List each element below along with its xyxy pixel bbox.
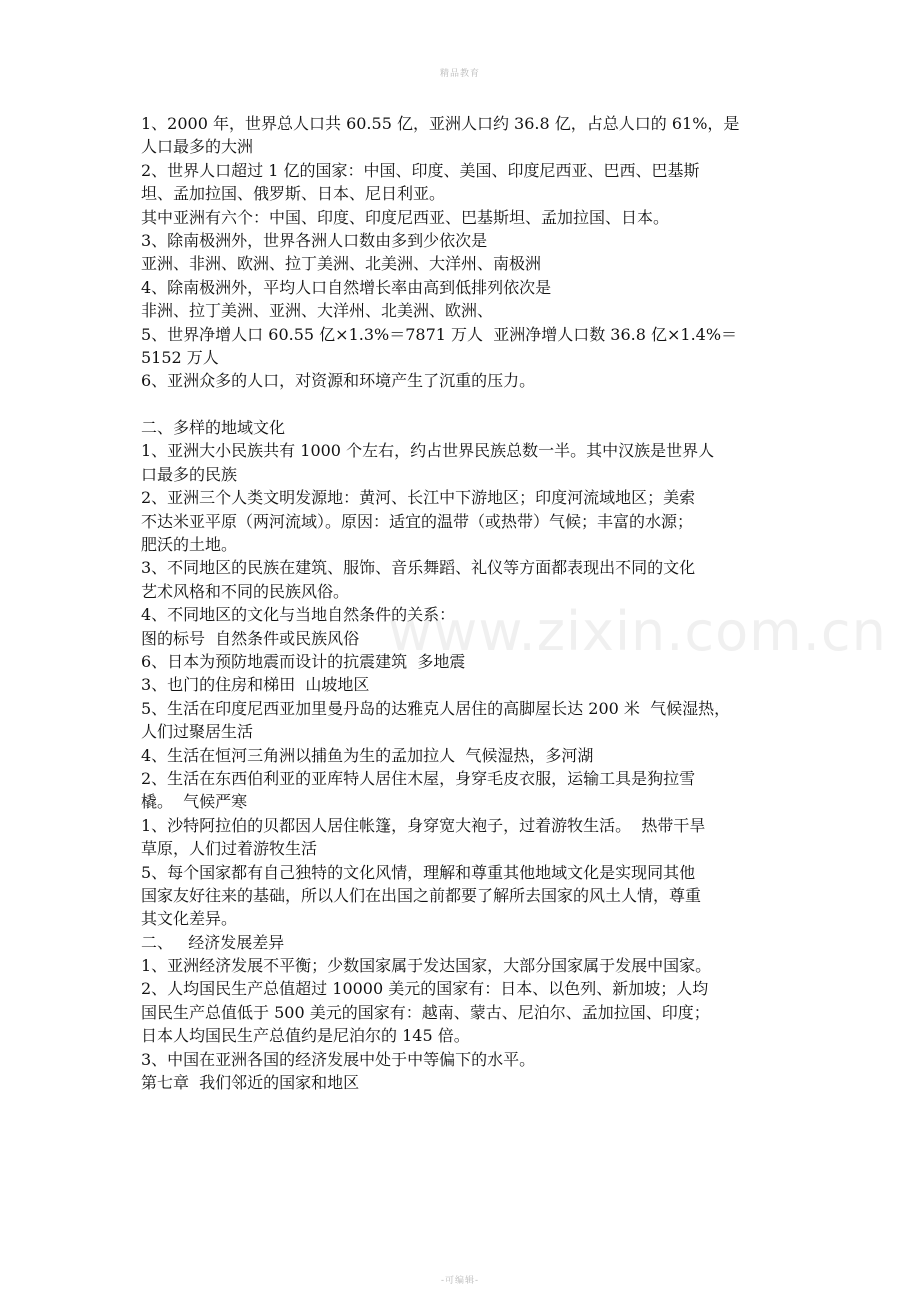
watermark: www.zixin.com.cn [388, 600, 887, 663]
text-line: 2、亚洲三个人类文明发源地：黄河、长江中下游地区；印度河流域地区；美索 [141, 488, 696, 508]
text-line: 坦、孟加拉国、俄罗斯、日本、尼日利亚。 [141, 184, 446, 204]
section-heading: 二、 经济发展差异 [141, 932, 285, 952]
text-line: 国家友好往来的基础，所以人们在出国之前都要了解所去国家的风土人情，尊重 [141, 885, 702, 905]
section-heading: 二、多样的地域文化 [141, 418, 286, 438]
page-header: 精品教育 [439, 69, 480, 79]
text-line: 4、不同地区的文化与当地自然条件的关系： [141, 605, 456, 625]
text-line: 其中亚洲有六个：中国、印度、印度尼西亚、巴基斯坦、孟加拉国、日本。 [141, 207, 670, 227]
text-line: 日本人均国民生产总值约是尼泊尔的 145 倍。 [141, 1026, 470, 1046]
document-body [141, 112, 791, 1094]
text-line: 4、除南极洲外，平均人口自然增长率由高到低排列依次是 [141, 277, 552, 297]
text-line: 人口最多的大洲 [141, 137, 254, 157]
text-line: 2、人均国民生产总值超过 10000 美元的国家有：日本、以色列、新加坡；人均 [141, 979, 709, 999]
text-line: 5152 万人 [141, 347, 219, 367]
text-line: 2、生活在东西伯利亚的亚库特人居住木屋，身穿毛皮衣服，运输工具是狗拉雪 [141, 768, 696, 788]
text-line: 5、生活在印度尼西亚加里曼丹岛的达雅克人居住的高脚屋长达 200 米 气候湿热， [141, 698, 731, 718]
text-line: 其文化差异。 [141, 909, 238, 929]
text-line: 3、中国在亚洲各国的经济发展中处于中等偏下的水平。 [141, 1049, 536, 1069]
text-line: 6、亚洲众多的人口，对资源和环境产生了沉重的压力。 [141, 371, 536, 391]
text-line: 4、生活在恒河三角洲以捕鱼为生的孟加拉人 气候湿热，多河湖 [141, 745, 594, 765]
text-line: 草原，人们过着游牧生活 [141, 839, 318, 859]
chapter-heading: 第七章 我们邻近的国家和地区 [141, 1073, 360, 1093]
page-footer: -可编辑- [440, 1276, 480, 1286]
text-line: 1、亚洲大小民族共有 1000 个左右，约占世界民族总数一半。其中汉族是世界人 [141, 441, 715, 461]
text-line: 艺术风格和不同的民族风俗。 [141, 581, 350, 601]
text-line: 3、也门的住房和梯田 山坡地区 [141, 675, 370, 695]
text-line: 人们过聚居生活 [141, 722, 254, 742]
text-line: 1、亚洲经济发展不平衡；少数国家属于发达国家，大部分国家属于发展中国家。 [141, 956, 712, 976]
text-line: 亚洲、非洲、欧洲、拉丁美洲、北美洲、大洋州、南极洲 [141, 254, 542, 274]
text-line: 口最多的民族 [141, 464, 238, 484]
text-line: 图的标号 自然条件或民族风俗 [141, 628, 360, 648]
text-line: 非洲、拉丁美洲、亚洲、大洋州、北美洲、欧洲、 [141, 301, 494, 321]
text-line: 2、世界人口超过 1 亿的国家：中国、印度、美国、印度尼西亚、巴西、巴基斯 [141, 160, 700, 180]
text-line: 国民生产总值低于 500 美元的国家有：越南、蒙古、尼泊尔、孟加拉国、印度； [141, 1002, 710, 1022]
text-line: 6、日本为预防地震而设计的抗震建筑 多地震 [141, 651, 466, 671]
text-line: 不达米亚平原（两河流域）。原因：适宜的温带（或热带）气候；丰富的水源； [141, 511, 694, 531]
text-line: 5、世界净增人口 60.55 亿×1.3%＝7871 万人 亚洲净增人口数 36.8 亿×1.4%＝ [141, 324, 738, 344]
text-line: 3、不同地区的民族在建筑、服饰、音乐舞蹈、礼仪等方面都表现出不同的文化 [141, 558, 696, 578]
text-line: 1、2000 年，世界总人口共 60.55 亿，亚洲人口约 36.8 亿，占总人口的 61%，是 [141, 114, 740, 133]
blank-line [141, 393, 791, 416]
text-line: 橇。 气候严寒 [141, 792, 248, 812]
text-line: 5、每个国家都有自己独特的文化风情，理解和尊重其他地域文化是实现同其他 [141, 862, 696, 882]
text-line: 肥沃的土地。 [141, 535, 238, 555]
text-line: 1、沙特阿拉伯的贝都因人居住帐篷，身穿宽大袍子，过着游牧生活。 热带干旱 [141, 815, 706, 835]
text-line: 3、除南极洲外，世界各洲人口数由多到少依次是 [141, 230, 488, 250]
